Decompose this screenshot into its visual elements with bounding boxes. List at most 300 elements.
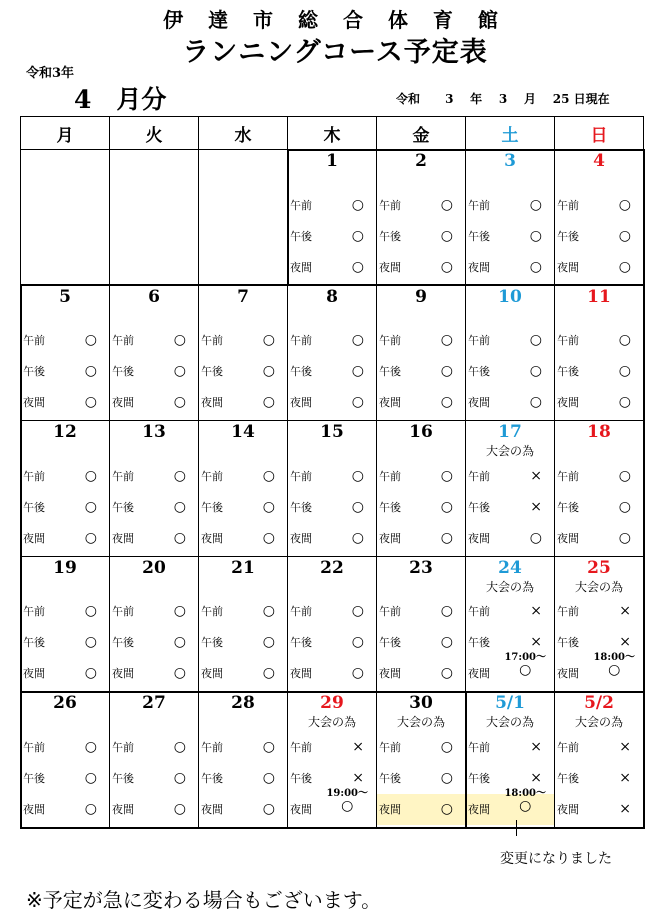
slot-label: 夜間 [201, 396, 223, 410]
slot-label: 夜間 [112, 531, 134, 545]
day-number: 21 [231, 557, 255, 578]
weekday-tue: 火 [110, 117, 199, 150]
slot-label: 午前 [379, 741, 401, 754]
night-start-time [326, 788, 368, 812]
schedule-title: ランニングコース予定表 [182, 37, 488, 68]
time-slot [377, 732, 465, 763]
time-slot [288, 325, 376, 356]
availability-mark: × [530, 739, 542, 755]
slot-label: 夜間 [23, 531, 45, 545]
availability-mark: × [530, 634, 542, 651]
slot-label: 夜間 [379, 667, 401, 681]
availability-mark: ○ [173, 770, 186, 786]
as-of-era: 令和 [396, 92, 421, 106]
slot-list [21, 596, 109, 689]
slot-list [555, 461, 643, 554]
slot-list [377, 596, 465, 689]
availability-mark: ○ [262, 770, 275, 786]
time-slot [466, 492, 554, 523]
day-number: 8 [326, 286, 338, 307]
night-start-time [504, 788, 546, 812]
time-slot [288, 627, 376, 658]
day-number: 10 [498, 286, 522, 307]
day-cell [288, 150, 377, 286]
availability-mark: ○ [440, 739, 453, 755]
slot-label: 午前 [557, 198, 579, 212]
time-slot [555, 190, 643, 221]
slot-list [555, 325, 643, 418]
time-slot [555, 732, 643, 763]
day-number: 6 [148, 286, 160, 307]
slot-label: 午後 [557, 772, 579, 785]
day-number: 5/2 [584, 693, 614, 714]
availability-mark: × [619, 634, 631, 651]
tournament-note: 大会の為 [307, 715, 356, 730]
day-number: 5 [59, 286, 71, 307]
time-slot [466, 652, 554, 689]
slot-list [466, 461, 554, 554]
time-slot [377, 252, 465, 283]
day-cell [288, 285, 377, 421]
time-slot [555, 596, 643, 627]
slot-label: 夜間 [557, 396, 579, 410]
slot-label: 午後 [201, 365, 223, 379]
slot-label: 夜間 [290, 396, 312, 410]
availability-mark: ○ [262, 634, 275, 651]
time-slot [555, 356, 643, 387]
availability-mark: ○ [618, 196, 631, 213]
slot-label: 午後 [379, 636, 401, 650]
time-slot [199, 763, 287, 794]
availability-mark: ○ [262, 394, 275, 411]
availability-mark: ○ [529, 394, 542, 411]
as-of-year: 3 [445, 92, 454, 106]
night-time-text: 18:00～ [504, 788, 546, 799]
time-slot [199, 461, 287, 492]
time-slot [110, 732, 198, 763]
day-cell [110, 556, 199, 692]
day-number: 16 [409, 422, 433, 443]
slot-label: 午前 [290, 198, 312, 212]
day-cell [377, 285, 466, 421]
slot-label: 午前 [557, 469, 579, 483]
day-cell [199, 556, 288, 692]
availability-mark: × [352, 770, 364, 786]
time-slot [466, 190, 554, 221]
night-time-text: 17:00～ [504, 652, 546, 664]
availability-mark: ○ [173, 332, 186, 349]
time-slot [21, 461, 109, 492]
slot-label: 午後 [290, 500, 312, 514]
time-slot [21, 732, 109, 763]
time-slot [555, 221, 643, 252]
slot-label: 夜間 [290, 667, 312, 681]
slot-label: 夜間 [379, 531, 401, 545]
week-row [21, 285, 644, 421]
time-slot [466, 523, 554, 554]
slot-label: 午前 [379, 198, 401, 212]
availability-mark: ○ [351, 196, 364, 213]
time-slot [466, 596, 554, 627]
slot-list [199, 325, 287, 418]
slot-label: 午後 [379, 365, 401, 379]
availability-mark: ○ [84, 634, 97, 651]
day-number: 11 [587, 286, 611, 307]
slot-label: 午前 [112, 741, 134, 754]
slot-list [377, 325, 465, 418]
slot-label: 夜間 [290, 531, 312, 545]
availability-mark: ○ [84, 665, 97, 682]
availability-mark: ○ [262, 498, 275, 515]
slot-label: 午前 [468, 469, 490, 483]
slot-label: 午後 [23, 365, 45, 379]
slot-label: 午後 [290, 636, 312, 650]
slot-label: 午前 [557, 334, 579, 348]
slot-label: 午前 [379, 334, 401, 348]
time-slot [110, 325, 198, 356]
day-number: 2 [415, 151, 427, 171]
day-cell [21, 421, 110, 557]
day-cell [466, 285, 555, 421]
slot-list [555, 596, 643, 689]
day-number: 9 [415, 286, 427, 307]
time-slot [377, 325, 465, 356]
tournament-note: 大会の為 [485, 579, 534, 594]
availability-mark: ○ [351, 529, 364, 546]
time-slot [110, 461, 198, 492]
day-number: 24 [498, 557, 522, 578]
availability-mark: ○ [351, 467, 364, 484]
slot-label: 午前 [290, 741, 312, 754]
day-number: 13 [142, 422, 166, 443]
availability-mark: ○ [618, 258, 631, 275]
day-number: 22 [320, 557, 344, 578]
slot-label: 午後 [557, 500, 579, 514]
availability-mark: ○ [173, 394, 186, 411]
day-cell [288, 692, 377, 828]
slot-label: 夜間 [201, 667, 223, 681]
time-slot [110, 387, 198, 418]
availability-mark: ○ [173, 634, 186, 651]
time-slot [21, 658, 109, 689]
slot-label: 午後 [468, 365, 490, 379]
slot-label: 夜間 [201, 531, 223, 545]
availability-mark: ○ [608, 662, 621, 679]
time-slot [377, 523, 465, 554]
slot-label: 午後 [379, 229, 401, 243]
availability-mark: ○ [618, 467, 631, 484]
day-cell [377, 150, 466, 286]
day-number: 7 [237, 286, 249, 307]
time-slot [377, 190, 465, 221]
time-slot [21, 596, 109, 627]
availability-mark: ○ [440, 801, 453, 817]
availability-mark: ○ [440, 258, 453, 275]
availability-mark: ○ [618, 529, 631, 546]
slot-list [110, 325, 198, 418]
organization-name: 伊 達 市 総 合 体 育 館 [163, 8, 507, 32]
slot-label: 午後 [557, 636, 579, 650]
time-slot [288, 252, 376, 283]
time-slot [199, 596, 287, 627]
slot-label: 午前 [201, 334, 223, 348]
slot-label: 午前 [23, 469, 45, 483]
day-cell [21, 692, 110, 828]
slot-label: 午後 [112, 365, 134, 379]
slot-list [288, 325, 376, 418]
time-slot [110, 356, 198, 387]
availability-mark: ○ [173, 363, 186, 380]
calendar-body [21, 150, 644, 828]
slot-list [199, 732, 287, 825]
slot-list [466, 732, 554, 825]
time-slot [377, 221, 465, 252]
time-slot [288, 221, 376, 252]
day-number: 27 [142, 693, 166, 714]
time-slot [199, 356, 287, 387]
availability-mark: ○ [173, 498, 186, 515]
availability-mark: ○ [84, 801, 97, 817]
time-slot [466, 356, 554, 387]
slot-label: 午前 [23, 334, 45, 348]
availability-mark: ○ [440, 634, 453, 651]
slot-label: 午前 [468, 741, 490, 754]
slot-label: 午前 [201, 469, 223, 483]
time-slot [555, 461, 643, 492]
slot-label: 夜間 [23, 396, 45, 410]
time-slot [377, 794, 465, 825]
slot-list [288, 461, 376, 554]
availability-mark: ○ [351, 498, 364, 515]
slot-label: 午前 [112, 469, 134, 483]
availability-mark: ○ [173, 603, 186, 620]
weekday-sat: 土 [466, 117, 555, 150]
slot-label: 午前 [23, 605, 45, 619]
time-slot [466, 252, 554, 283]
day-number: 4 [593, 151, 605, 171]
slot-list [377, 461, 465, 554]
week-row [21, 692, 644, 828]
availability-mark: ○ [84, 332, 97, 349]
time-slot [110, 763, 198, 794]
availability-mark: × [619, 603, 631, 620]
time-slot [110, 596, 198, 627]
slot-list [466, 596, 554, 689]
time-slot [199, 732, 287, 763]
slot-list [288, 596, 376, 689]
availability-mark: ○ [618, 363, 631, 380]
availability-mark: ○ [262, 665, 275, 682]
slot-label: 午後 [290, 229, 312, 243]
weekday-wed: 水 [199, 117, 288, 150]
availability-mark: ○ [440, 498, 453, 515]
time-slot [377, 387, 465, 418]
night-start-time [504, 652, 546, 679]
tournament-note: 大会の為 [485, 444, 534, 459]
availability-mark: ○ [351, 332, 364, 349]
availability-mark: ○ [529, 258, 542, 275]
slot-label: 午後 [379, 772, 401, 785]
time-slot [377, 627, 465, 658]
availability-mark: × [619, 739, 631, 755]
availability-mark: ○ [351, 258, 364, 275]
week-row [21, 556, 644, 692]
availability-mark: ○ [173, 801, 186, 817]
availability-mark: × [530, 467, 542, 484]
time-slot [377, 356, 465, 387]
time-slot [288, 596, 376, 627]
night-time-text: 19:00～ [326, 788, 368, 799]
availability-mark: ○ [618, 332, 631, 349]
availability-mark: ○ [262, 467, 275, 484]
slot-label: 午後 [468, 636, 490, 650]
slot-label: 夜間 [468, 260, 490, 274]
availability-mark: ○ [440, 603, 453, 620]
availability-mark: ○ [440, 467, 453, 484]
week-row [21, 150, 644, 286]
day-cell [555, 692, 644, 828]
availability-mark: ○ [351, 363, 364, 380]
slot-label: 夜間 [290, 803, 312, 816]
availability-mark: ○ [173, 665, 186, 682]
tournament-note: 大会の為 [574, 715, 623, 730]
footnote: ※予定が急に変わる場合もございます。 [26, 888, 382, 912]
day-cell [466, 150, 555, 286]
slot-list [21, 732, 109, 825]
day-number: 14 [231, 422, 255, 443]
weekday-sun: 日 [555, 117, 644, 150]
slot-label: 午前 [379, 605, 401, 619]
availability-mark: × [530, 498, 542, 515]
availability-mark: ○ [519, 662, 532, 679]
tournament-note: 大会の為 [396, 715, 445, 730]
day-number: 25 [587, 557, 611, 578]
day-number: 20 [142, 557, 166, 578]
time-slot [110, 794, 198, 825]
slot-label: 午後 [557, 365, 579, 379]
slot-label: 夜間 [379, 260, 401, 274]
slot-label: 午前 [290, 334, 312, 348]
as-of-month-unit: 月 [523, 92, 536, 106]
weekday-header-row [21, 117, 644, 150]
time-slot [288, 523, 376, 554]
availability-mark: ○ [440, 394, 453, 411]
week-row [21, 421, 644, 557]
slot-label: 午後 [112, 772, 134, 785]
day-number: 5/1 [495, 693, 525, 714]
slot-label: 午後 [290, 772, 312, 785]
day-number: 17 [498, 422, 522, 443]
slot-list [110, 596, 198, 689]
time-slot [21, 492, 109, 523]
slot-label: 午前 [557, 605, 579, 619]
time-slot [110, 492, 198, 523]
time-slot [288, 190, 376, 221]
slot-label: 夜間 [468, 803, 490, 816]
time-slot [110, 523, 198, 554]
slot-label: 午後 [468, 500, 490, 514]
availability-mark: ○ [529, 529, 542, 546]
slot-label: 夜間 [468, 531, 490, 545]
availability-mark: ○ [262, 363, 275, 380]
tournament-note: 大会の為 [574, 579, 623, 594]
availability-mark: ○ [529, 196, 542, 213]
availability-mark: ○ [84, 529, 97, 546]
time-slot [288, 461, 376, 492]
slot-list [555, 190, 643, 283]
day-number: 1 [326, 151, 338, 171]
time-slot [288, 658, 376, 689]
time-slot [199, 325, 287, 356]
as-of-suffix: 日現在 [573, 92, 610, 106]
slot-list [288, 732, 376, 825]
time-slot [21, 763, 109, 794]
day-number: 12 [53, 422, 77, 443]
day-number: 26 [53, 693, 77, 714]
weekday-mon: 月 [21, 117, 110, 150]
day-cell [110, 421, 199, 557]
day-cell [466, 421, 555, 557]
time-slot [555, 523, 643, 554]
day-cell [21, 150, 110, 286]
day-cell [21, 556, 110, 692]
slot-label: 午後 [23, 772, 45, 785]
availability-mark: ○ [84, 603, 97, 620]
time-slot [466, 461, 554, 492]
era-year: 令和3年 [26, 66, 75, 81]
time-slot [199, 492, 287, 523]
availability-mark: ○ [618, 498, 631, 515]
availability-mark: ○ [351, 634, 364, 651]
slot-list [377, 190, 465, 283]
as-of-date [396, 90, 610, 107]
slot-label: 午前 [468, 334, 490, 348]
slot-label: 午後 [468, 229, 490, 243]
time-slot [466, 221, 554, 252]
slot-label: 午前 [290, 605, 312, 619]
availability-mark: ○ [519, 798, 532, 814]
availability-mark: ○ [262, 529, 275, 546]
day-cell [377, 556, 466, 692]
time-slot [288, 356, 376, 387]
slot-label: 夜間 [112, 803, 134, 816]
availability-mark: ○ [440, 770, 453, 786]
day-cell [555, 285, 644, 421]
availability-mark: × [619, 801, 631, 817]
slot-label: 午前 [468, 198, 490, 212]
availability-mark: ○ [351, 227, 364, 244]
slot-label: 夜間 [557, 803, 579, 816]
availability-mark: ○ [529, 227, 542, 244]
time-slot [21, 387, 109, 418]
availability-mark: ○ [84, 770, 97, 786]
time-slot [466, 788, 554, 825]
slot-label: 夜間 [290, 260, 312, 274]
time-slot [199, 627, 287, 658]
slot-label: 夜間 [379, 396, 401, 410]
time-slot [377, 763, 465, 794]
slot-label: 夜間 [23, 803, 45, 816]
slot-label: 午後 [23, 636, 45, 650]
slot-label: 午前 [290, 469, 312, 483]
day-cell [555, 421, 644, 557]
slot-list [555, 732, 643, 825]
availability-mark: ○ [84, 467, 97, 484]
availability-mark: ○ [173, 739, 186, 755]
slot-label: 午後 [201, 636, 223, 650]
time-slot [199, 523, 287, 554]
time-slot [199, 794, 287, 825]
